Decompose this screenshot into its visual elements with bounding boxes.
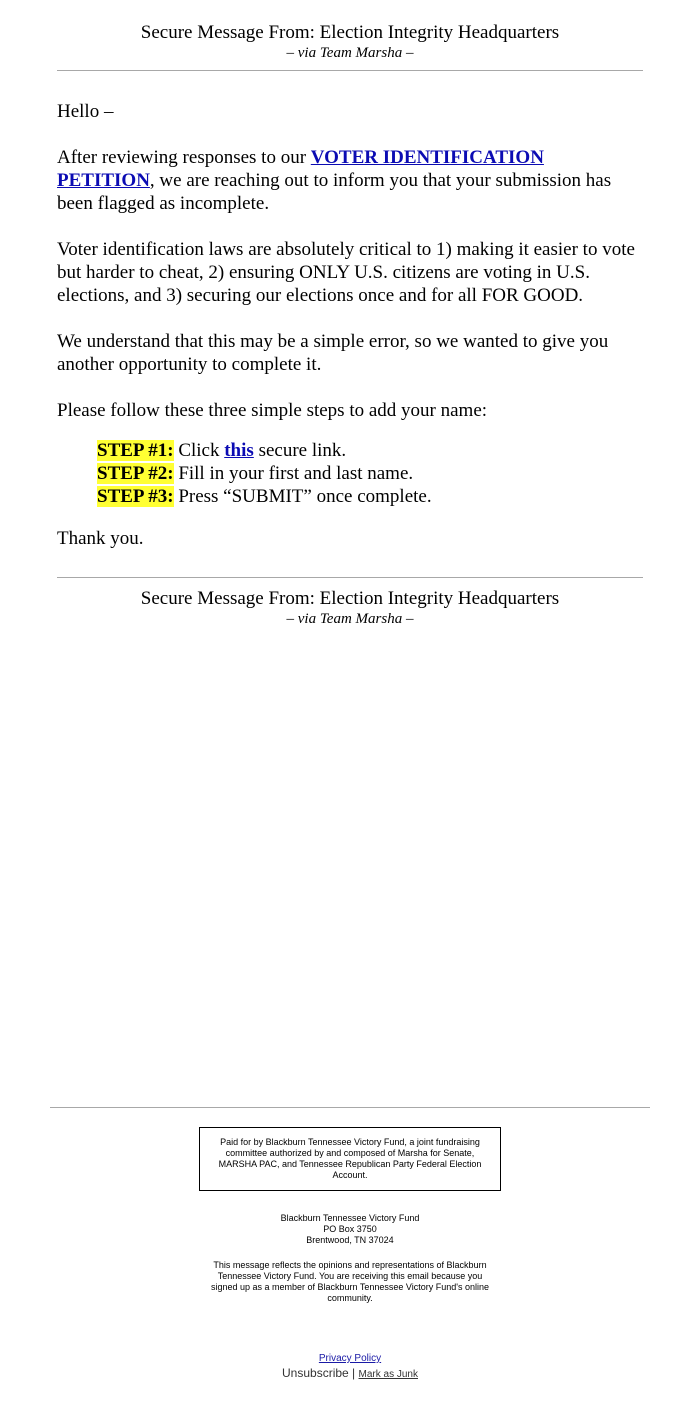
unsubscribe-row: [50, 1366, 650, 1382]
footer-via: – via Team Marsha –: [286, 611, 414, 627]
greeting: Hello –: [57, 101, 114, 122]
step-1: [97, 439, 643, 462]
paid-for-box: Paid for by Blackburn Tennessee Victory Fund, a joint fundraising committee authorized by and composed of Marsha for Senate, MARSHA PAC, and Tennessee Republican Party Federal Election Account.: [199, 1127, 501, 1191]
city-state-zip: Brentwood, TN 37024: [306, 1235, 394, 1245]
step-2-text: Fill in your first and last name.: [173, 463, 414, 484]
header-via: – via Team Marsha –: [286, 45, 414, 61]
disclaimer: This message reflects the opinions and representations of Blackburn Tennessee Victory Fund. You are receiving this email because you signed up as a member of Blackburn Tennessee Victory Fund's online community.: [210, 1260, 490, 1303]
footer-links: [50, 1348, 650, 1382]
header-divider: [57, 70, 643, 71]
footer-divider: [50, 1107, 650, 1108]
paragraph-laws: Voter identification laws are absolutely critical to 1) making it easier to vote but harder to cheat, 2) ensuring ONLY U.S. citizens are voting in U.S. elections, and 3) securing our elections once and for all FOR GOOD.: [57, 239, 635, 306]
footer-from: Secure Message From: Election Integrity Headquarters: [140, 588, 560, 609]
po-box: PO Box 3750: [323, 1224, 377, 1234]
mailing-address: [50, 1213, 650, 1246]
secure-link[interactable]: this: [224, 440, 254, 461]
step-3-label: STEP #3:: [97, 486, 174, 507]
paragraph-error: We understand that this may be a simple error, so we wanted to give you another opportunity to complete it.: [57, 331, 609, 375]
p1-text-before: After reviewing responses to our: [57, 147, 311, 168]
message-body: [57, 100, 643, 550]
step-1-text-before: Click: [173, 440, 225, 461]
header-from: Secure Message From: Election Integrity Headquarters: [140, 22, 560, 43]
step-2: [97, 462, 643, 485]
petition-link[interactable]: VOTER IDENTIFICATION PETITION: [57, 147, 544, 191]
step-2-label: STEP #2:: [97, 463, 174, 484]
thank-you: Thank you.: [57, 528, 144, 549]
email-content: [57, 0, 643, 628]
message-header: [57, 0, 643, 62]
privacy-policy-link[interactable]: Privacy Policy: [318, 1353, 382, 1364]
paragraph-instructions: Please follow these three simple steps to add your name:: [57, 400, 488, 421]
step-1-label: STEP #1:: [97, 440, 174, 461]
steps-list: [57, 439, 643, 508]
mark-as-junk-link[interactable]: Mark as Junk: [358, 1369, 418, 1380]
paragraph-petition: [57, 146, 643, 215]
step-3-text: Press “SUBMIT” once complete.: [173, 486, 432, 507]
p1-text-after: , we are reaching out to inform you that your submission has been flagged as incomplete.: [57, 170, 612, 214]
step-1-text-after: secure link.: [253, 440, 347, 461]
unsubscribe-link[interactable]: Unsubscribe: [282, 1366, 349, 1380]
link-separator: |: [348, 1366, 359, 1380]
org-name: Blackburn Tennessee Victory Fund: [280, 1213, 420, 1223]
message-footer-header: [57, 578, 643, 628]
legal-footer: [50, 1107, 650, 1382]
step-3: [97, 485, 643, 508]
